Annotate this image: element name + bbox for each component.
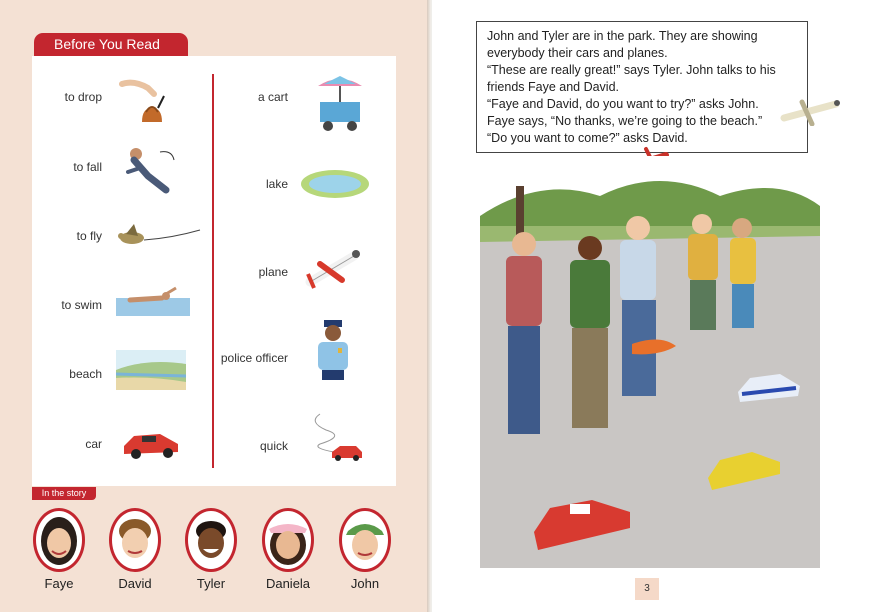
character-david (106, 508, 164, 591)
faye-portrait-icon (36, 511, 82, 569)
vocab-word: quick (259, 439, 288, 453)
vocab-item (32, 367, 102, 381)
vocab-word: to fall (73, 160, 102, 174)
character-portrait (33, 508, 85, 572)
section-heading: Before You Read (34, 33, 188, 56)
daniela-portrait-icon (265, 511, 311, 569)
story-line: friends Faye and David. (487, 80, 620, 94)
vocab-item (32, 437, 102, 451)
character-name: Tyler (196, 576, 226, 591)
john-portrait-icon (342, 511, 388, 569)
character-portrait (109, 508, 161, 572)
left-page (0, 0, 430, 612)
character-faye (30, 508, 88, 591)
story-line: John and Tyler are in the park. They are showing (487, 29, 758, 43)
character-john (336, 508, 394, 591)
character-tyler (182, 508, 240, 591)
character-portrait (185, 508, 237, 572)
vocab-word: plane (258, 265, 288, 279)
page-number: 3 (635, 578, 659, 600)
vocab-word: a cart (257, 90, 288, 104)
vocab-item (32, 229, 102, 243)
vocab-item (32, 298, 102, 312)
vocab-item (222, 265, 288, 279)
flying-plane-icon (780, 94, 840, 126)
character-name: John (350, 576, 380, 591)
falling-man-icon (120, 142, 180, 200)
race-car-icon (120, 426, 182, 462)
story-line: “Do you want to come?” asks David. (487, 131, 688, 145)
vocab-item (32, 160, 102, 174)
character-daniela (259, 508, 317, 591)
story-line: “Faye and David, do you want to try?” asks John. (487, 97, 759, 111)
boy-green-shirt (570, 236, 610, 428)
dropped-handbag-icon (114, 78, 174, 134)
story-line: “These are really great!” says Tyler. John talks to his (487, 63, 776, 77)
vocab-word: beach (69, 367, 102, 381)
flying-bird-icon (116, 222, 202, 252)
vocab-word: to fly (76, 229, 102, 243)
character-name: Faye (44, 576, 74, 591)
story-text-box (476, 21, 808, 153)
boy-green-cap (620, 216, 656, 396)
story-line: Faye says, “No thanks, we’re going to the beach.” (487, 114, 763, 128)
swimmer-icon (116, 286, 190, 316)
vocab-word: to drop (64, 90, 102, 104)
tyler-portrait-icon (188, 511, 234, 569)
vocab-item (32, 90, 102, 104)
character-portrait (339, 508, 391, 572)
toy-plane-icon (304, 244, 362, 294)
vocab-word: car (85, 437, 102, 451)
park-scene-illustration (480, 156, 820, 568)
david-portrait-icon (112, 511, 158, 569)
boy-red-shirt (506, 232, 542, 434)
vocab-word: police officer (220, 351, 288, 365)
vocab-item (222, 177, 288, 191)
vocab-item (212, 351, 288, 365)
character-name: Daniela (265, 576, 311, 591)
food-cart-icon (314, 72, 366, 134)
vocab-item (222, 90, 288, 104)
right-page (432, 0, 870, 612)
story-line: everybody their cars and planes. (487, 46, 668, 60)
police-officer-icon (312, 320, 354, 382)
beach-icon (116, 350, 186, 390)
vocab-word: lake (265, 177, 288, 191)
character-portrait (262, 508, 314, 572)
column-divider (212, 74, 214, 468)
in-the-story-label: In the story (32, 487, 96, 500)
vocab-word: to swim (61, 298, 102, 312)
vocabulary-card (32, 56, 396, 486)
lake-icon (300, 164, 370, 200)
character-name: David (118, 576, 152, 591)
speeding-car-icon (306, 412, 364, 462)
vocab-item (222, 439, 288, 453)
